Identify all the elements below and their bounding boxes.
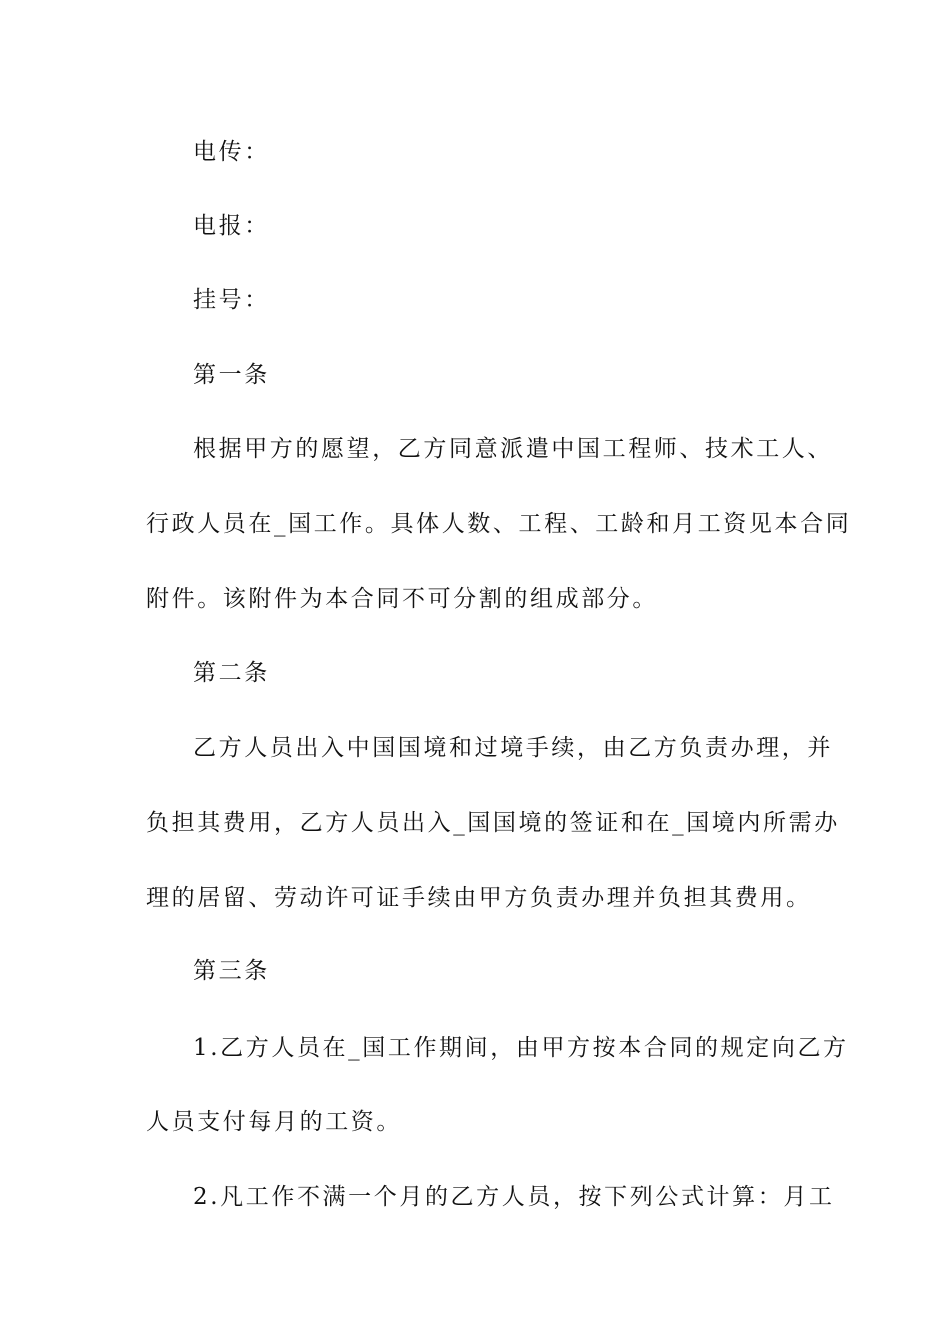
article-2-paragraph-line: 乙方人员出入中国国境和过境手续，由乙方负责办理，并 [193,735,833,761]
article-1-paragraph-line: 行政人员在_国工作。具体人数、工程、工龄和月工资见本合同 [146,511,852,537]
article-2-paragraph-line: 理的居留、劳动许可证手续由甲方负责办理并负担其费用。 [146,885,812,911]
article-1-heading: 第一条 [193,362,270,388]
article-1-paragraph-line: 根据甲方的愿望，乙方同意派遣中国工程师、技术工人、 [193,436,833,462]
article-2-paragraph-line: 负担其费用，乙方人员出入_国国境的签证和在_国境内所需办 [146,810,840,836]
article-1-paragraph-line: 附件。该附件为本合同不可分割的组成部分。 [146,586,658,612]
article-3-heading: 第三条 [193,958,270,984]
registered-label: 挂号： [193,287,270,313]
telegraph-label: 电报： [193,213,270,239]
fax-label: 电传： [193,139,270,165]
article-3-clause-1-line: 1.乙方人员在_国工作期间，由甲方按本合同的规定向乙方 [193,1035,849,1061]
article-3-clause-1-line: 人员支付每月的工资。 [146,1109,402,1135]
article-2-heading: 第二条 [193,660,270,686]
article-3-clause-2-line: 2.凡工作不满一个月的乙方人员，按下列公式计算：月工 [193,1184,835,1210]
